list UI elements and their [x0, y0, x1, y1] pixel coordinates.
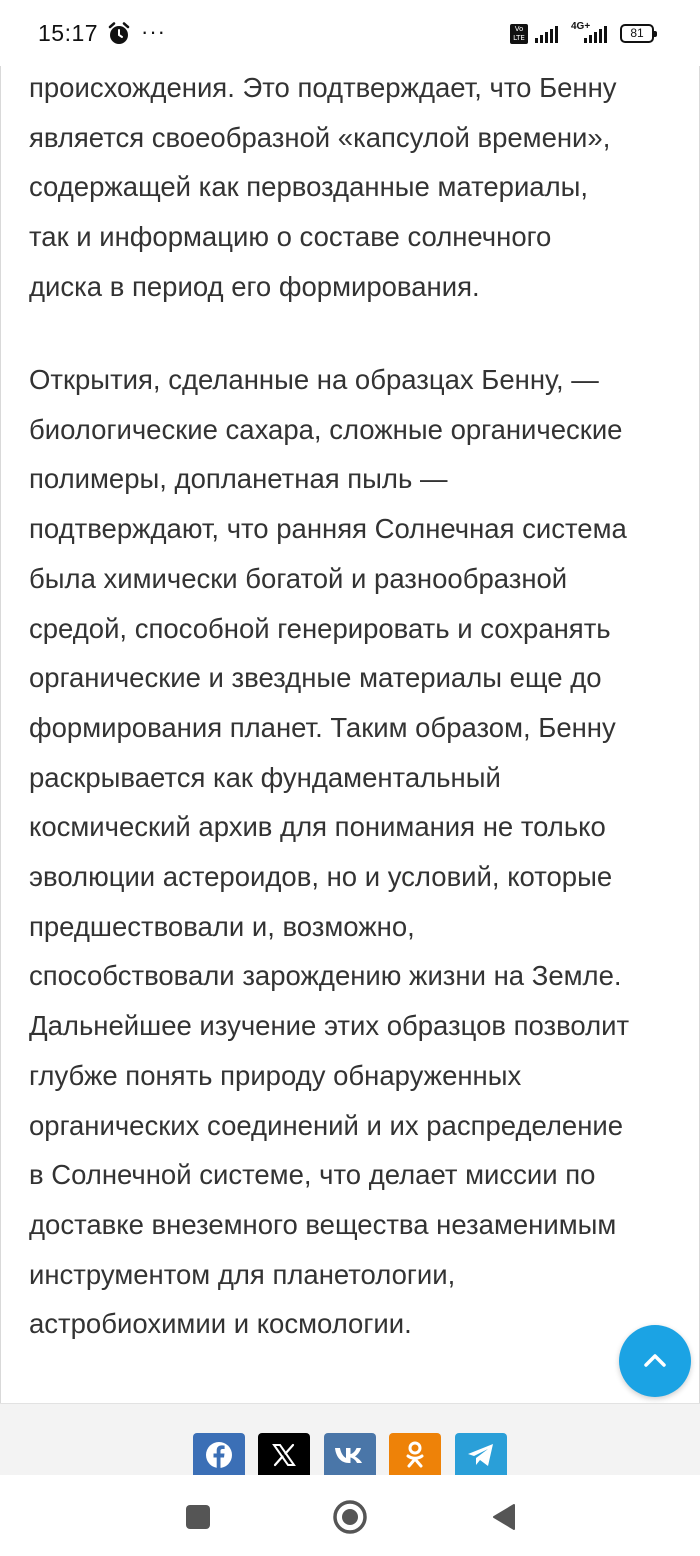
share-x-button[interactable]: [258, 1433, 310, 1477]
navigation-bar: [0, 1475, 700, 1556]
text-line: глубже понять природу обнаруженных: [29, 1059, 522, 1091]
text-line: Открытия, сделанные на образцах Бенну, —: [29, 364, 599, 395]
text-line: космический архив для понимания не только: [29, 811, 606, 843]
signal-icon: [535, 26, 563, 44]
vk-icon: [333, 1444, 367, 1466]
text-line: в Солнечной системе, что делает миссии по: [29, 1159, 596, 1191]
share-bar: [0, 1403, 700, 1476]
text-line: происхождения. Это подтверждает, что Бенну: [29, 72, 617, 103]
text-line: предшествовали и, возможно,: [29, 910, 415, 942]
share-facebook-button[interactable]: [193, 1433, 245, 1477]
recent-apps-button[interactable]: [178, 1497, 218, 1537]
square-icon: [185, 1504, 211, 1530]
battery-icon: 81: [620, 24, 654, 43]
volte-icon: Vo LTE: [510, 24, 528, 44]
text-line: органических соединений и их распределение: [29, 1109, 624, 1141]
text-line: способствовали зарождению жизни на Земле.: [29, 960, 622, 992]
text-line: биологические сахара, сложные органические: [29, 413, 623, 445]
text-line: астробиохимии и космологии.: [29, 1308, 412, 1340]
text-line: эволюции астероидов, но и условий, которые: [29, 861, 613, 893]
text-line: полимеры, допланетная пыль —: [29, 463, 448, 495]
share-vk-button[interactable]: [324, 1433, 376, 1477]
text-line: так и информацию о составе солнечного: [29, 221, 552, 253]
text-line: диска в период его формирования.: [29, 270, 480, 302]
back-button[interactable]: [484, 1497, 524, 1537]
text-line: формирования планет. Таким образом, Бенну: [29, 711, 616, 743]
text-line: инструментом для планетологии,: [29, 1258, 456, 1290]
back-triangle-icon: [490, 1502, 518, 1532]
x-icon: [271, 1442, 297, 1468]
scroll-to-top-button[interactable]: [619, 1325, 691, 1397]
text-line: содержащей как первозданные материалы,: [29, 171, 589, 203]
article-paragraph: [29, 355, 629, 1349]
text-line: раскрывается как фундаментальный: [29, 761, 501, 793]
more-notifications-icon: ···: [141, 19, 166, 44]
chevron-up-icon: [640, 1346, 670, 1376]
status-bar: [0, 0, 700, 66]
alarm-icon: [107, 22, 131, 46]
text-line: средой, способной генерировать и сохранять: [29, 612, 611, 644]
share-odnoklassniki-button[interactable]: [389, 1433, 441, 1477]
status-time: 15:17: [38, 20, 99, 46]
article-paragraph: [29, 63, 617, 312]
facebook-icon: [204, 1440, 234, 1470]
network-type-label: 4G+: [571, 21, 591, 32]
signal-icon-2: [584, 26, 612, 44]
text-line: была химически богатой и разнообразной: [29, 562, 568, 594]
text-line: подтверждают, что ранняя Солнечная система: [29, 513, 627, 545]
text-line: Дальнейшее изучение этих образцов позволит: [29, 1010, 630, 1042]
article-page: [0, 66, 700, 1474]
text-line: является своеобразной «капсулой времени»,: [29, 121, 611, 153]
share-telegram-button[interactable]: [455, 1433, 507, 1477]
odnoklassniki-icon: [402, 1439, 428, 1471]
home-button[interactable]: [330, 1497, 370, 1537]
home-circle-icon: [332, 1499, 368, 1535]
text-line: органические и звездные материалы еще до: [29, 662, 602, 694]
text-line: доставке внеземного вещества незаменимым: [29, 1208, 617, 1240]
telegram-icon: [466, 1441, 496, 1469]
